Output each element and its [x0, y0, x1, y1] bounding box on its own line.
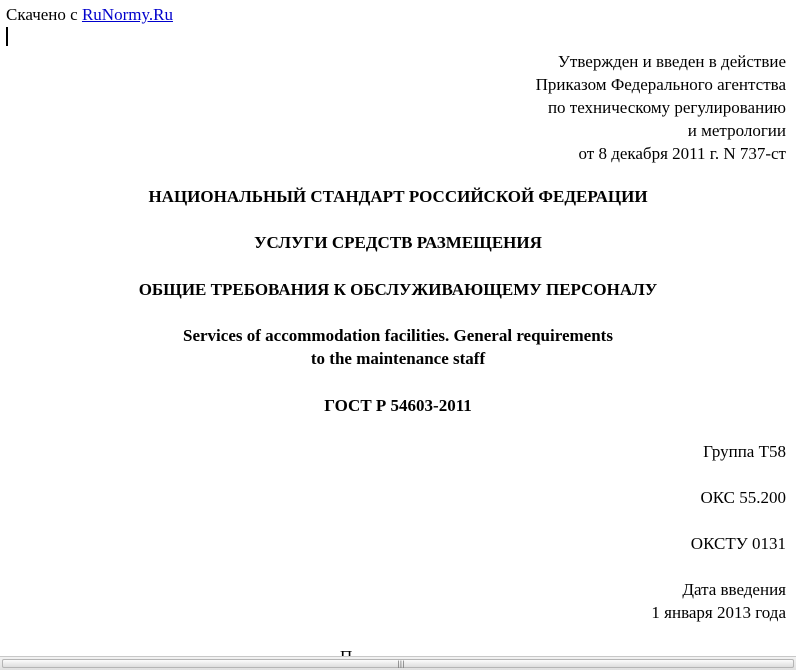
requirements-title: ОБЩИЕ ТРЕБОВАНИЯ К ОБСЛУЖИВАЮЩЕМУ ПЕРСОНАЛУ: [138, 280, 658, 299]
intro-date-value: 1 января 2013 года: [651, 603, 786, 622]
approval-line: и метрологии: [687, 121, 786, 140]
intro-date: [651, 578, 786, 624]
approval-line: Приказом Федерального агентства: [535, 75, 786, 94]
approval-line: от 8 декабря 2011 г. N 737-ст: [578, 144, 786, 163]
gost-number: ГОСТ Р 54603-2011: [324, 396, 472, 415]
approval-line: Утвержден и введен в действие: [557, 52, 786, 71]
horizontal-scrollbar[interactable]: [0, 656, 796, 670]
grip-icon: |||: [397, 660, 405, 668]
services-title: УСЛУГИ СРЕДСТВ РАЗМЕЩЕНИЯ: [254, 233, 542, 252]
group-code: Группа Т58: [703, 442, 786, 461]
english-title: [0, 324, 796, 370]
okstu-code: ОКСТУ 0131: [690, 534, 786, 553]
source-prefix: Скачено с: [6, 5, 82, 24]
intro-date-label: Дата введения: [682, 580, 786, 599]
text-cursor: [6, 27, 8, 46]
source-line: [6, 5, 173, 25]
approval-line: по техническому регулированию: [547, 98, 786, 117]
english-title-line: to the maintenance staff: [310, 349, 486, 368]
oks-code: ОКС 55.200: [700, 488, 786, 507]
english-title-line: Services of accommodation facilities. General requirements: [183, 326, 613, 345]
scrollbar-thumb[interactable]: [2, 659, 794, 668]
national-standard-title: НАЦИОНАЛЬНЫЙ СТАНДАРТ РОССИЙСКОЙ ФЕДЕРАЦИИ: [148, 187, 648, 206]
source-link[interactable]: RuNormy.Ru: [81, 5, 173, 24]
approval-block: [536, 50, 786, 165]
